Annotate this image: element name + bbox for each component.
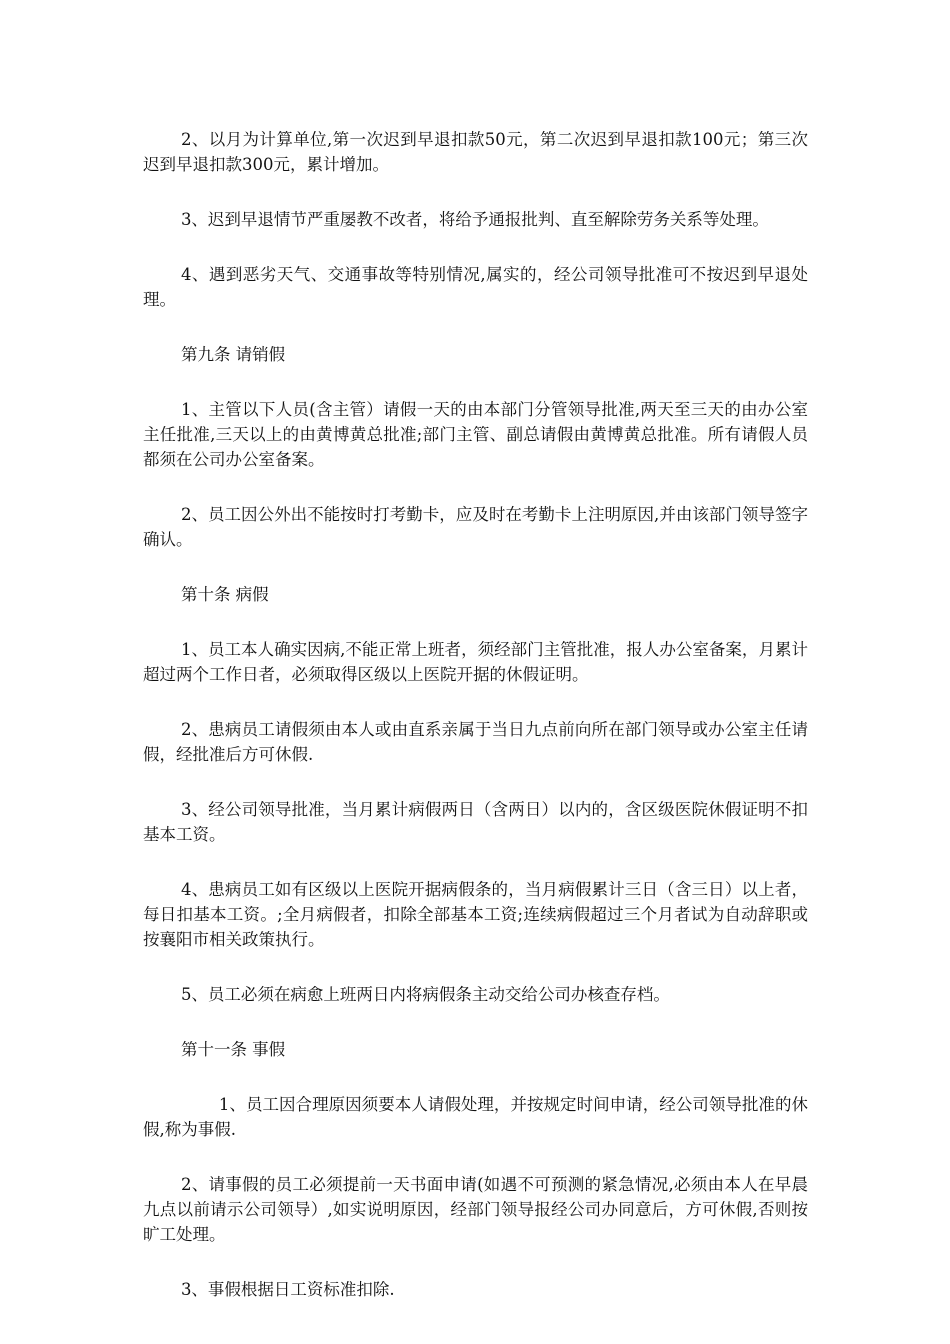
paragraph-personal-leave-deduction: 3、事假根据日工资标准扣除. xyxy=(180,1280,395,1299)
paragraph-business-trip: 2、员工因公外出不能按时打考勤卡，应及时在考勤卡上注明原因,并由该部门领导签字确认。 xyxy=(143,505,808,549)
paragraph-leave-approval: 1、主管以下人员(含主管）请假一天的由本部门分管领导批准,两天至三天的由办公室主任批准,三天以上的由黄博黄总批准;部门主管、副总请假由黄博黄总批准。所有请假人员都须在公司办公室备案。 xyxy=(143,400,808,469)
paragraph-late-deduction: 2、以月为计算单位,第一次迟到早退扣款50元，第二次迟到早退扣款100元；第三次迟到早退扣款300元，累计增加。 xyxy=(143,130,808,174)
paragraph-sick-leave-pay: 3、经公司领导批准，当月累计病假两日（含两日）以内的，含区级医院休假证明不扣基本工资。 xyxy=(143,800,808,844)
paragraph-personal-leave-request: 2、请事假的员工必须提前一天书面申请(如遇不可预测的紧急情况,必须由本人在早晨九点以前请示公司领导）,如实说明原因，经部门领导报经公司办同意后，方可休假,否则按旷工处理。 xyxy=(143,1175,808,1244)
paragraph-sick-leave-proof: 1、员工本人确实因病,不能正常上班者，须经部门主管批准，报人办公室备案，月累计超过两个工作日者，必须取得区级以上医院开据的休假证明。 xyxy=(143,640,808,684)
document-body xyxy=(143,127,808,1332)
paragraph-sick-leave-request: 2、患病员工请假须由本人或由直系亲属于当日九点前向所在部门领导或办公室主任请假，经批准后方可休假. xyxy=(143,720,808,764)
paragraph-personal-leave-definition: 1、员工因合理原因须要本人请假处理，并按规定时间申请，经公司领导批准的休假,称为事假. xyxy=(143,1095,808,1139)
section-heading-article-10: 第十条 病假 xyxy=(180,585,269,604)
section-heading-article-9: 第九条 请销假 xyxy=(180,345,286,364)
paragraph-sick-note-filing: 5、员工必须在病愈上班两日内将病假条主动交给公司办核查存档。 xyxy=(180,985,670,1004)
paragraph-special-circumstances: 4、遇到恶劣天气、交通事故等特别情况,属实的，经公司领导批准可不按迟到早退处理。 xyxy=(143,265,808,309)
section-heading-article-11: 第十一条 事假 xyxy=(180,1040,286,1059)
paragraph-extended-sick-leave: 4、患病员工如有区级以上医院开据病假条的，当月病假累计三日（含三日）以上者，每日扣基本工资。;全月病假者，扣除全部基本工资;连续病假超过三个月者试为自动辞职或按襄阳市相关政策执行。 xyxy=(143,880,808,949)
paragraph-repeated-offense: 3、迟到早退情节严重屡教不改者，将给予通报批判、直至解除劳务关系等处理。 xyxy=(180,210,769,229)
